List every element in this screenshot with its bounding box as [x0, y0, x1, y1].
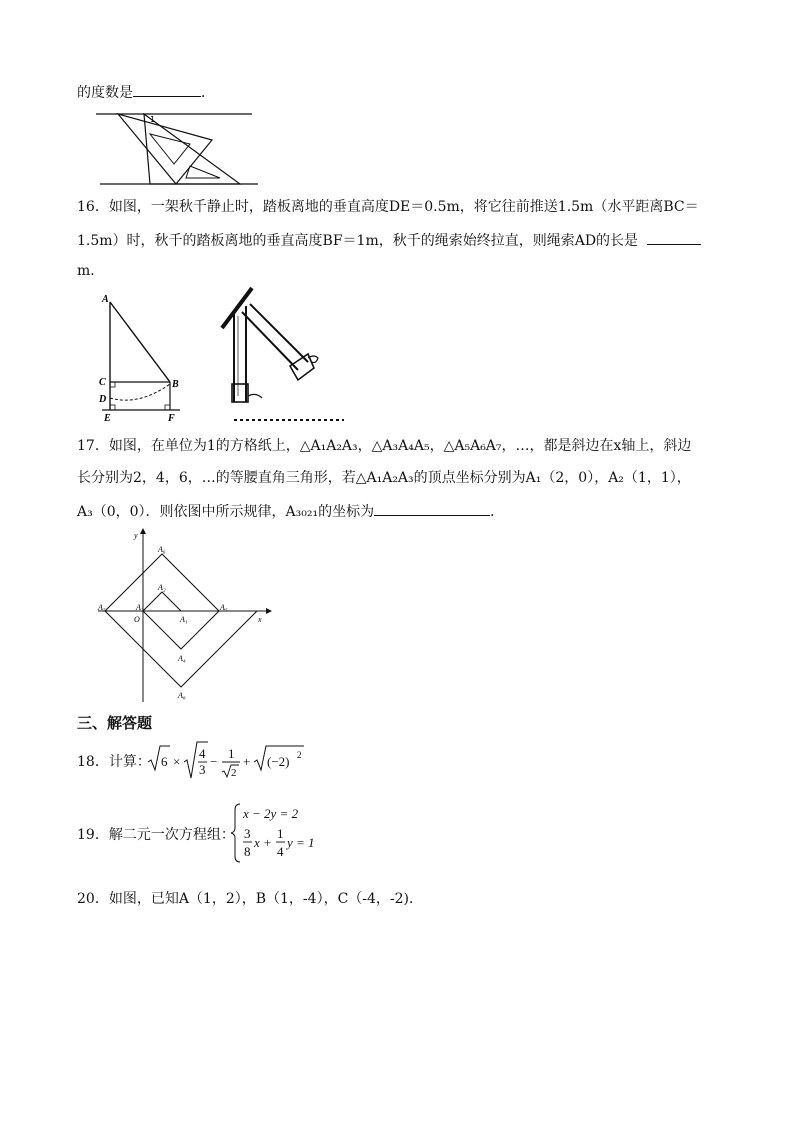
q16-line-3: m． — [77, 263, 105, 279]
svg-text:3: 3 — [244, 826, 251, 841]
q15-large-triangle — [118, 114, 212, 184]
swing-top-beam — [222, 288, 252, 328]
q16-swing-illustration — [212, 284, 352, 426]
q20-line: 20．如图，已知A（1，2），B（1，-4），C（-4，-2)． — [77, 891, 424, 907]
q17-label-A7: A₇ — [98, 603, 106, 612]
q17-label-O: O — [134, 615, 140, 624]
svg-text:(−2): (−2) — [267, 754, 290, 769]
q16-right-angle-E — [110, 405, 115, 410]
svg-text:x − 2y = 2: x − 2y = 2 — [243, 806, 299, 821]
q17-y-arrow — [140, 528, 146, 534]
svg-text:y = 1: y = 1 — [287, 835, 315, 850]
q18-expression — [146, 740, 306, 784]
svg-text:2: 2 — [231, 767, 237, 779]
q17-triangle-A1A2A3 — [143, 592, 181, 611]
svg-text:8: 8 — [244, 844, 251, 859]
q17-coordinate-figure — [96, 526, 272, 704]
q17-label-y: y — [134, 531, 138, 540]
q15-answer-blank[interactable] — [133, 82, 201, 97]
svg-text:6: 6 — [161, 754, 168, 769]
q16-label-D: D — [99, 394, 107, 405]
q15-angle-label: 1 — [150, 115, 156, 124]
q17-label-A4: A₄ — [178, 654, 186, 663]
q17-line-1: 17．如图，在单位为1的方格纸上，△A₁A₂A₃，△A₃A₄A₅，△A₅A₆A₇，…，都是斜边在x轴上，斜边 — [77, 438, 692, 454]
svg-text:2: 2 — [297, 750, 302, 760]
svg-text:+: + — [243, 754, 251, 769]
q16-swing-arc — [110, 384, 170, 400]
q16-swing-geometry-figure — [94, 288, 194, 426]
q15-end: ． — [201, 85, 215, 101]
q17-label-A8: A₈ — [178, 691, 186, 700]
q15-small-triangle — [144, 114, 240, 184]
q15-set-square-figure — [92, 108, 262, 190]
q15-small-triangle-cutout — [186, 166, 220, 178]
q15-tail-text: 的度数是 — [77, 85, 133, 101]
q16-label-C: C — [99, 377, 106, 388]
q16-line-2-text: 1.5m）时，秋千的踏板离地的垂直高度BF＝1m，秋千的绳索始终拉直，则绳索AD的长是 — [77, 233, 639, 249]
q17-answer-blank[interactable] — [374, 501, 490, 516]
q16-label-B: B — [172, 379, 179, 390]
q17-label-x: x — [258, 615, 262, 624]
q16-label-A: A — [102, 294, 109, 305]
q16-label-E: E — [104, 413, 111, 424]
swing-rest-feet — [248, 394, 262, 398]
q17-label-A1: A₁ — [180, 615, 188, 624]
svg-text:−: − — [210, 754, 218, 769]
q16-right-angle-C — [110, 382, 115, 387]
q18-prefix: 18．计算： — [77, 754, 151, 770]
svg-text:4: 4 — [199, 746, 206, 761]
q17-label-A5: A₅ — [220, 603, 228, 612]
q16-label-F: F — [168, 413, 175, 424]
svg-text:×: × — [173, 754, 181, 769]
swing-rope-1 — [242, 312, 298, 370]
q17-label-A2: A₂ — [158, 583, 166, 592]
q16-answer-blank[interactable] — [647, 230, 701, 245]
section-3-heading: 三、解答题 — [77, 714, 153, 732]
svg-text:4: 4 — [277, 844, 284, 859]
svg-text:1: 1 — [228, 746, 235, 761]
svg-text:1: 1 — [277, 826, 284, 841]
q17-line-3-text: A₃（0，0）．则依图中所示规律，A₃₀₂₁的坐标为 — [77, 504, 375, 520]
q15-tail-line — [77, 82, 215, 102]
swing-rope-2 — [250, 304, 308, 362]
q17-line-3 — [77, 501, 504, 521]
svg-text:x +: x + — [254, 835, 272, 850]
q19-prefix: 19．解二元一次方程组： — [77, 827, 235, 843]
q19-equation-system — [230, 800, 330, 866]
q16-right-angle-F — [165, 405, 170, 410]
q17-label-A6: A₆ — [158, 545, 166, 554]
q17-line-2: 长分别为2，4，6，…的等腰直角三角形，若△A₁A₂A₃的顶点坐标分别为A₁（2，0），A₂（1，1）， — [77, 470, 691, 486]
q17-x-arrow — [266, 608, 272, 614]
q16-line-1: 16．如图，一架秋千静止时，踏板离地的垂直高度DE＝0.5m，将它往前推送1.5m（水平距离BC＝ — [77, 199, 699, 215]
q17-label-A3: A₃ — [136, 603, 144, 612]
q16-line-2 — [77, 230, 701, 250]
q17-end: ． — [490, 504, 505, 520]
svg-text:3: 3 — [199, 762, 206, 777]
swing-seat — [290, 354, 314, 380]
q16-line-AB — [110, 302, 170, 382]
